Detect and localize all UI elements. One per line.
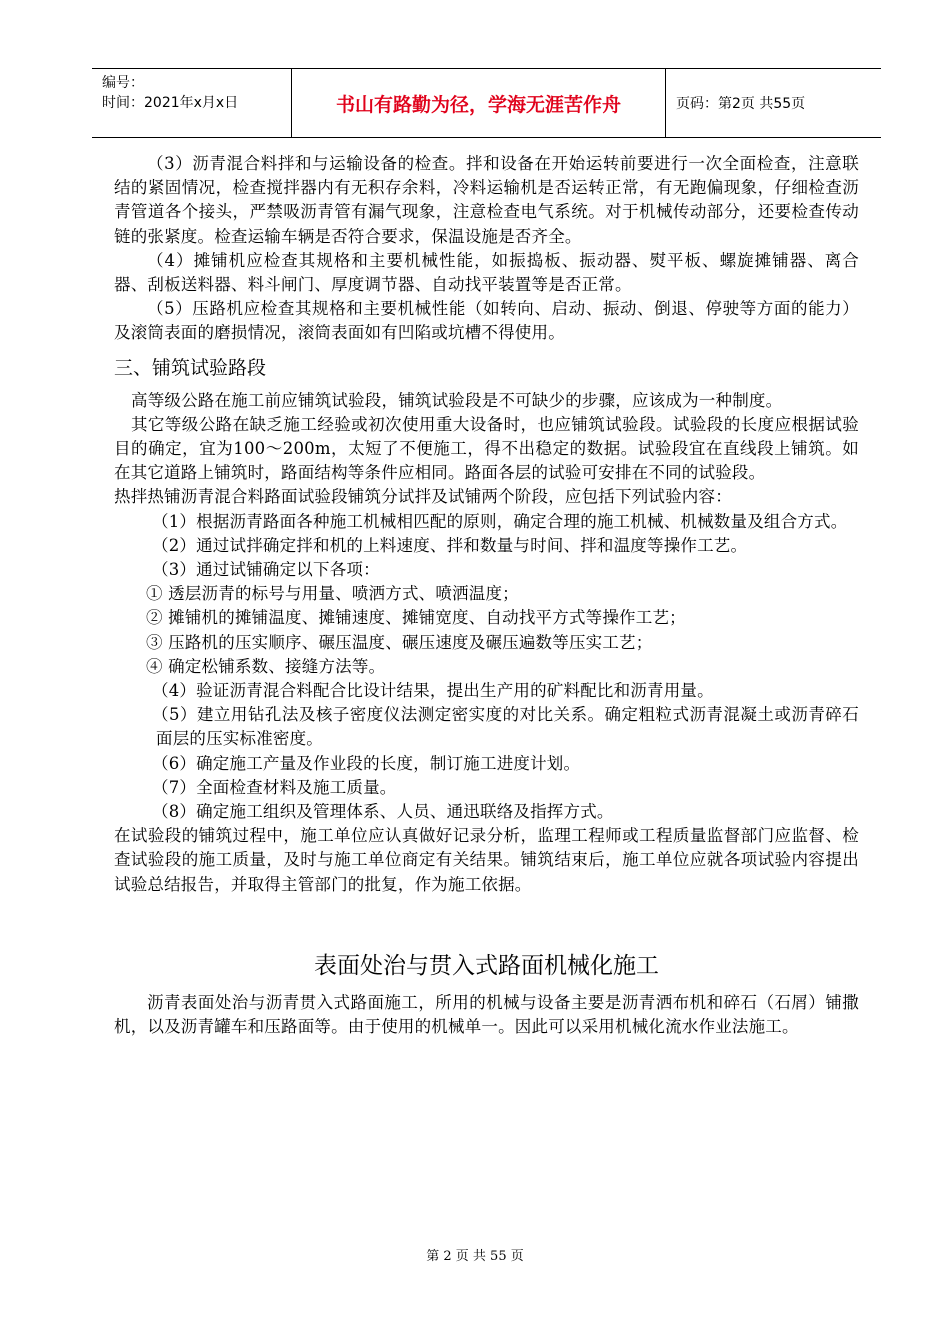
paragraph-equipment-check-4: （4）摊铺机应检查其规格和主要机械性能，如振捣板、振动器、熨平板、螺旋摊铺器、离合器、刮板送料器、料斗闸门、厚度调节器、自动找平装置等是否正常。: [114, 250, 859, 295]
paragraph-trial-section-3: 热拌热铺沥青混合料路面试验段铺筑分试拌及试铺两个阶段，应包括下列试验内容：: [114, 487, 732, 507]
header-meta: [92, 69, 292, 137]
circled-list-item: ② 摊铺机的摊铺温度、摊铺速度、摊铺宽度、自动找平方式等操作工艺；: [146, 608, 686, 628]
list-item: （1）根据沥青路面各种施工机械相匹配的原则，确定合理的施工机械、机械数量及组合方式。: [152, 511, 848, 531]
circled-list-item: ① 透层沥青的标号与用量、喷洒方式、喷洒温度；: [146, 584, 519, 604]
list-item: （5）建立用钻孔法及核子密度仪法测定密实度的对比关系。确定粗粒式沥青混凝土或沥青碎石面层的压实标准密度。: [152, 705, 859, 749]
page-footer: 第 2 页 共 55 页: [426, 1249, 524, 1264]
paragraph-equipment-check-5: （5）压路机应检查其规格和主要机械性能（如转向、启动、振动、倒退、停驶等方面的能力）及滚筒表面的磨损情况，滚筒表面如有凹陷或坑槽不得使用。: [114, 299, 859, 343]
header-motto: 书山有路勤为径，学海无涯苦作舟: [292, 69, 666, 137]
header-page-label: 页码：第2页 共55页: [676, 96, 806, 112]
paragraph-trial-section-4: 在试验段的铺筑过程中，施工单位应认真做好记录分析，监理工程师或工程质量监督部门应监督、检查试验段的施工质量，及时与施工单位商定有关结果。铺筑结束后，施工单位应就各项试验内容提出试验总结报告，并取得主管部门的批复，作为施工依据。: [114, 826, 859, 894]
document-body: [114, 152, 859, 1039]
page-header: [92, 68, 881, 138]
list-item: （3）通过试铺确定以下各项：: [152, 560, 380, 580]
list-item: （6）确定施工产量及作业段的长度，制订施工进度计划。: [152, 753, 581, 773]
paragraph-trial-section-1: 高等级公路在施工前应铺筑试验段，铺筑试验段是不可缺少的步骤，应该成为一种制度。: [131, 390, 783, 410]
document-time-label: 时间：2021年x月x日: [102, 95, 239, 111]
circled-list-item: ④ 确定松铺系数、接缝方法等。: [146, 656, 386, 676]
list-item: （7）全面检查材料及施工质量。: [152, 777, 397, 797]
paragraph-chapter-intro: 沥青表面处治与沥青贯入式路面施工，所用的机械与设备主要是沥青洒布机和碎石（石屑）铺撒机，以及沥青罐车和压路面等。由于使用的机械单一。因此可以采用机械化流水作业法施工。: [114, 992, 859, 1037]
paragraph-trial-section-2: 其它等级公路在缺乏施工经验或初次使用重大设备时，也应铺筑试验段。试验段的长度应根据试验目的确定，宜为100～200m，太短了不便施工，得不出稳定的数据。试验段宜在直线段上铺筑。如在其它道路上铺筑时，路面结构等条件应相同。路面各层的试验可安排在不同的试验段。: [114, 414, 859, 483]
list-item: （8）确定施工组织及管理体系、人员、通迅联络及指挥方式。: [152, 802, 614, 822]
document-number-label: 编号：: [102, 75, 144, 91]
chapter-title: 表面处治与贯入式路面机械化施工: [314, 952, 659, 979]
section-heading: 三、铺筑试验路段: [114, 356, 267, 379]
list-item: （4）验证沥青混合料配合比设计结果，提出生产用的矿料配比和沥青用量。: [152, 681, 714, 701]
paragraph-equipment-check-3: （3）沥青混合料拌和与运输设备的检查。拌和设备在开始运转前要进行一次全面检查，注意联结的紧固情况，检查搅拌器内有无积存余料，冷料运输机是否运转正常，有无跑偏现象，仔细检查沥青管道各个接头，严禁吸沥青管有漏气现象，注意检查电气系统。对于机械传动部分，还要检查传动链的张紧度。检查运输车辆是否符合要求，保温设施是否齐全。: [114, 154, 859, 246]
list-item: （2）通过试拌确定拌和机的上料速度、拌和数量与时间、拌和温度等操作工艺。: [152, 535, 748, 555]
circled-list-item: ③ 压路机的压实顺序、碾压温度、碾压速度及碾压遍数等压实工艺；: [146, 632, 653, 652]
